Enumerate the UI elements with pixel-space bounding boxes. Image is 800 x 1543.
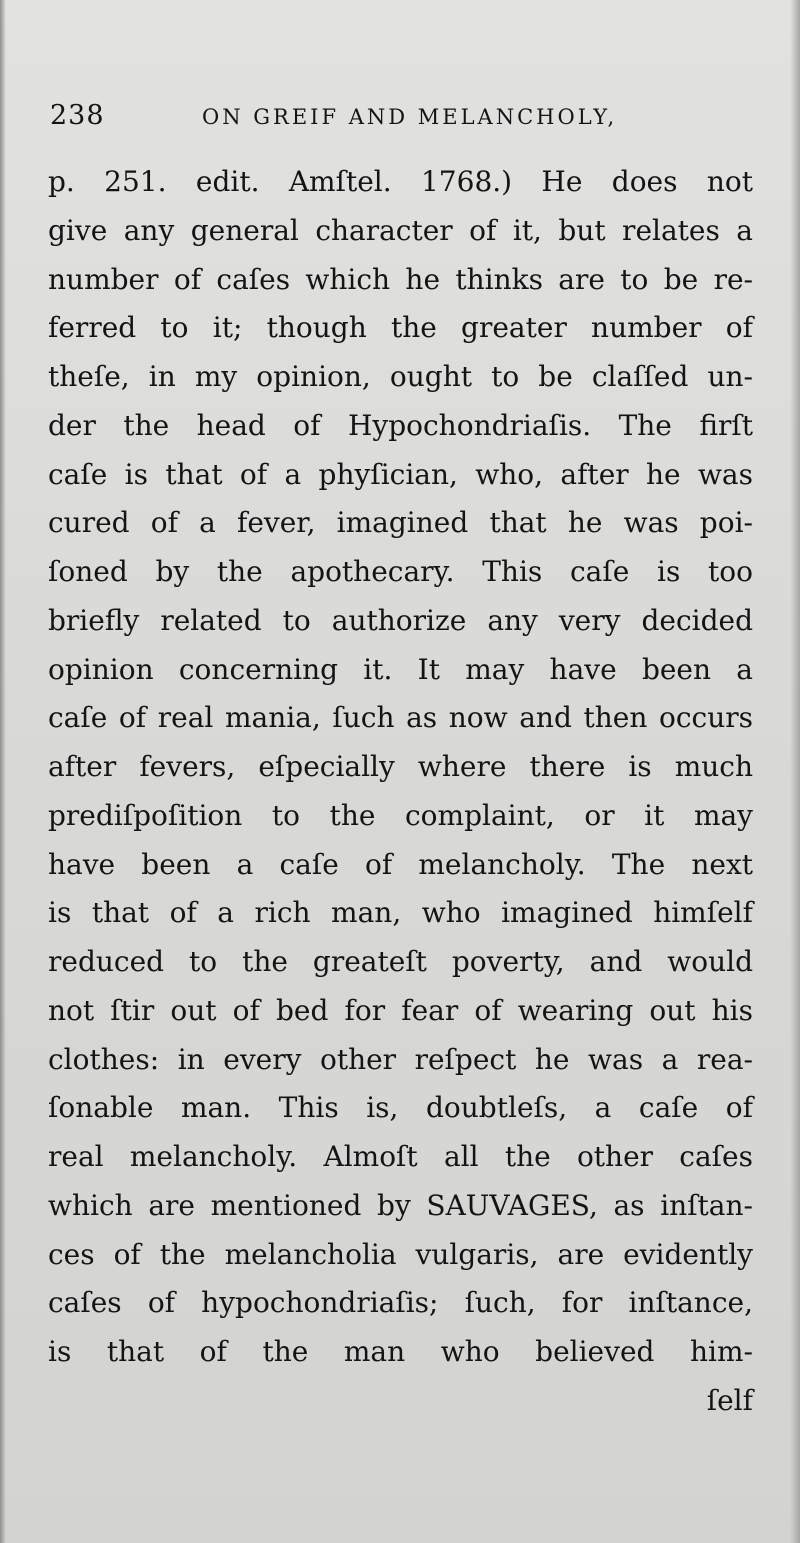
text-line: real melancholy. Almoſt all the other caſes (48, 1140, 753, 1173)
text-line: ces of the melancholia vulgaris, are evidently (48, 1237, 753, 1271)
text-line: caſes of hypochondriaſis; ſuch, for inſtance, (48, 1286, 753, 1320)
text-line: have been a caſe of melancholy. The next (48, 847, 753, 881)
text-line: ſoned by the apothecary. This caſe is too (48, 555, 753, 588)
text-line: ferred to it; though the greater number of (48, 311, 753, 345)
text-line: number of caſes which he thinks are to be re- (48, 262, 753, 296)
text-line: caſe of real mania, ſuch as now and then occurs (48, 701, 753, 735)
page-number: 238 (50, 100, 105, 131)
text-line: ſonable man. This is, doubtleſs, a caſe of (48, 1091, 753, 1125)
text-line: clothes: in every other reſpect he was a rea- (48, 1042, 753, 1076)
running-title: ON GREIF AND MELANCHOLY, (202, 105, 618, 129)
text-line: is that of a rich man, who imagined himſelf (48, 896, 753, 930)
text-line: after fevers, eſpecially where there is much (48, 750, 753, 783)
text-line: der the head of Hypochondriaſis. The firſt (48, 408, 753, 442)
catchword: ſelf (706, 1383, 753, 1417)
text-line: p. 251. edit. Amſtel. 1768.) He does not (48, 165, 753, 198)
running-head (50, 98, 770, 138)
body-text (48, 158, 753, 1426)
text-line: give any general character of it, but relates a (48, 213, 753, 247)
text-line: caſe is that of a phyſician, who, after he was (48, 457, 753, 491)
text-line: which are mentioned by SAUVAGES, as inſtan- (48, 1188, 753, 1222)
text-line: briefly related to authorize any very decided (48, 603, 753, 637)
text-line: opinion concerning it. It may have been a (48, 652, 753, 686)
text-line: cured of a fever, imagined that he was poi- (48, 506, 753, 540)
text-line: prediſpoſition to the complaint, or it may (48, 798, 753, 832)
text-line: not ſtir out of bed for fear of wearing out his (48, 993, 753, 1027)
text-line: theſe, in my opinion, ought to be claſſed un- (48, 360, 753, 393)
text-line: is that of the man who believed him- (48, 1335, 753, 1368)
text-line: reduced to the greateſt poverty, and would (48, 945, 753, 978)
